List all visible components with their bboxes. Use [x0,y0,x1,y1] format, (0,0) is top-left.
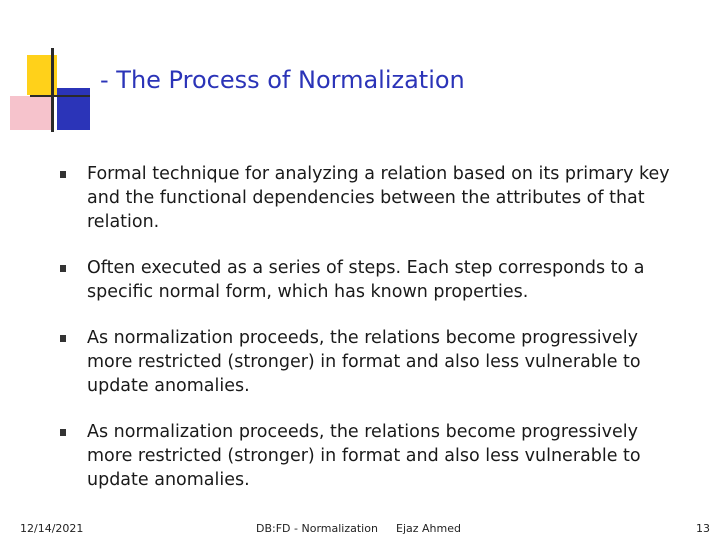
square-bullet-icon [60,429,66,436]
footer-author: Ejaz Ahmed [396,522,461,535]
square-bullet-icon [60,335,66,342]
logo-pink-square [10,96,52,130]
bullet-item [60,420,680,492]
bullet-text: Often executed as a series of steps. Each step corresponds to a specific normal form, which has known properties. [87,258,645,302]
bullet-list [60,162,680,492]
corner-logo [0,0,100,140]
square-bullet-icon [60,265,66,272]
logo-horizontal-line [30,95,90,97]
logo-vertical-line [51,48,54,132]
square-bullet-icon [60,171,66,178]
bullet-text: As normalization proceeds, the relations become progressively more restricted (stronger) in format and also less vulnerable to update anomalies. [87,422,641,490]
bullet-item [60,162,680,234]
page-number: 13 [696,522,710,535]
bullet-item [60,326,680,398]
footer-course-label: DB:FD - Normalization [256,522,378,535]
bullet-item [60,256,680,304]
slide-title: - The Process of Normalization [100,66,465,94]
bullet-text: Formal technique for analyzing a relation based on its primary key and the functional dependencies between the attributes of that relation. [87,164,670,232]
footer-date: 12/14/2021 [20,522,84,535]
bullet-text: As normalization proceeds, the relations become progressively more restricted (stronger) in format and also less vulnerable to update anomalies. [87,328,641,396]
